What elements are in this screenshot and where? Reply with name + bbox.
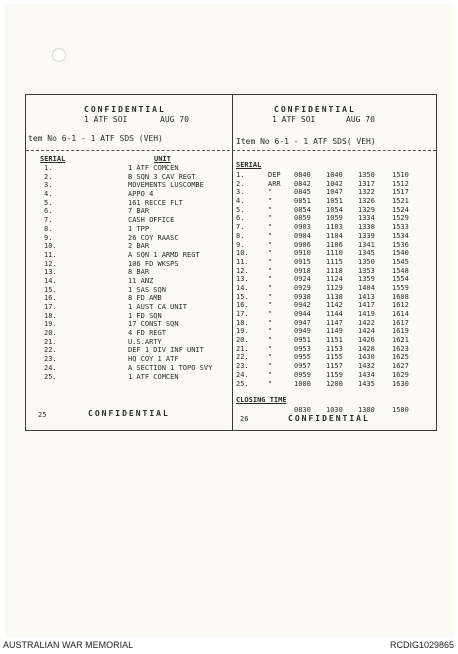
time-cell: 1059	[326, 214, 343, 223]
unit-cell: HQ COY 1 ATF	[128, 355, 179, 364]
time-cell: 1054	[326, 205, 343, 214]
mark-cell: "	[268, 240, 273, 249]
right-serial-column	[236, 171, 249, 388]
closing-time-label: CLOSING TIME	[236, 396, 287, 404]
serial-cell: 21.	[236, 344, 249, 353]
time-cell: 1524	[392, 205, 409, 214]
serial-cell: 24.	[236, 370, 249, 379]
serial-cell: 2.	[44, 172, 53, 181]
time-cell: 1106	[326, 240, 343, 249]
mark-cell: "	[268, 327, 273, 336]
left-item: tem No 6-1 - 1 ATF SDS (VEH)	[28, 134, 163, 143]
serial-cell: 22.	[44, 346, 57, 355]
unit-cell: CASH OFFICE	[128, 216, 175, 225]
serial-cell: 16.	[236, 301, 249, 310]
time-cell: 0903	[294, 223, 311, 232]
left-footer: CONFIDENTIAL	[88, 409, 170, 418]
right-date: AUG 70	[346, 115, 375, 124]
closing-time-3: 1300	[358, 406, 375, 414]
time-cell: 1339	[358, 231, 375, 240]
unit-cell: U.S.ARTY	[128, 337, 162, 346]
mark-cell: "	[268, 318, 273, 327]
right-mark-column	[268, 171, 281, 388]
serial-cell: 20.	[44, 329, 57, 338]
time-cell: 0959	[294, 370, 311, 379]
unit-cell: APPO 4	[128, 190, 154, 199]
unit-cell: 161 RECCE FLT	[128, 198, 183, 207]
right-serial-label: SERIAL	[236, 161, 262, 169]
time-cell: 1115	[326, 257, 343, 266]
time-cell: 0924	[294, 275, 311, 284]
time-cell: 1047	[326, 188, 343, 197]
mark-cell: "	[268, 362, 273, 371]
right-time-column-1	[294, 171, 311, 388]
time-cell: 1200	[326, 379, 343, 388]
time-cell: 0918	[294, 266, 311, 275]
mark-cell: "	[268, 249, 273, 258]
mark-cell: "	[268, 214, 273, 223]
left-soi: 1 ATF SOI	[84, 115, 128, 124]
mark-cell: "	[268, 188, 273, 197]
mark-cell: "	[268, 370, 273, 379]
serial-cell: 18.	[44, 311, 57, 320]
time-cell: 1149	[326, 327, 343, 336]
serial-cell: 13.	[44, 268, 57, 277]
time-cell: 1512	[392, 179, 409, 188]
time-cell: 1124	[326, 275, 343, 284]
time-cell: 1151	[326, 336, 343, 345]
unit-cell: DEF 1 DIV INF UNIT	[128, 346, 204, 355]
time-cell: 0953	[294, 344, 311, 353]
time-cell: 1533	[392, 223, 409, 232]
unit-cell: 11 ANZ	[128, 276, 154, 285]
mark-cell: "	[268, 336, 273, 345]
left-page-number: 25	[38, 411, 47, 419]
time-cell: 1629	[392, 370, 409, 379]
mark-cell: "	[268, 310, 273, 318]
serial-cell: 20.	[236, 336, 249, 345]
time-cell: 1559	[392, 283, 409, 292]
time-cell: 1510	[392, 171, 409, 179]
soi-sheet	[25, 94, 437, 431]
serial-cell: 2.	[236, 179, 245, 188]
mark-cell: "	[268, 353, 273, 362]
time-cell: 1521	[392, 197, 409, 206]
serial-cell: 24.	[44, 363, 57, 372]
time-cell: 1612	[392, 301, 409, 310]
time-cell: 0845	[294, 188, 311, 197]
left-unit-column	[128, 164, 212, 381]
time-cell: 1157	[326, 362, 343, 371]
serial-cell: 9.	[236, 240, 245, 249]
closing-time-2: 1030	[326, 406, 343, 414]
mark-cell: "	[268, 266, 273, 275]
time-cell: 1426	[358, 336, 375, 345]
serial-cell: 10.	[236, 249, 249, 258]
serial-cell: 14.	[236, 283, 249, 292]
time-cell: 1432	[358, 362, 375, 371]
time-cell: 1051	[326, 197, 343, 206]
unit-cell: 1 ATF COMCEN	[128, 372, 179, 381]
serial-cell: 10.	[44, 242, 57, 251]
time-cell: 1104	[326, 231, 343, 240]
time-cell: 1042	[326, 179, 343, 188]
mark-cell: "	[268, 292, 273, 301]
serial-cell: 7.	[236, 223, 245, 232]
serial-cell: 15.	[44, 285, 57, 294]
archive-credit: AUSTRALIAN WAR MEMORIAL	[3, 640, 134, 650]
unit-cell: 8 BAR	[128, 268, 150, 277]
unit-cell: B SQN 3 CAV REGT	[128, 172, 196, 181]
serial-cell: 17.	[236, 310, 249, 318]
unit-cell: MOVEMENTS LUSCOMBE	[128, 181, 204, 190]
right-time-column-4	[392, 171, 409, 388]
serial-cell: 23.	[44, 355, 57, 364]
center-divider	[232, 95, 233, 430]
time-cell: 1329	[358, 205, 375, 214]
unit-cell: 1 TPP	[128, 224, 150, 233]
serial-cell: 4.	[44, 190, 53, 199]
time-cell: 0938	[294, 292, 311, 301]
unit-cell: 7 BAR	[128, 207, 150, 216]
serial-cell: 8.	[236, 231, 245, 240]
time-cell: 1000	[294, 379, 311, 388]
serial-cell: 4.	[236, 197, 245, 206]
time-cell: 1334	[358, 214, 375, 223]
mark-cell: ARR	[268, 179, 281, 188]
time-cell: 0910	[294, 249, 311, 258]
time-cell: 0947	[294, 318, 311, 327]
serial-cell: 3.	[236, 188, 245, 197]
time-cell: 1404	[358, 283, 375, 292]
time-cell: 0944	[294, 310, 311, 318]
unit-cell: 4 FD REGT	[128, 329, 166, 338]
time-cell: 0859	[294, 214, 311, 223]
mark-cell: DEP	[268, 171, 281, 179]
time-cell: 1617	[392, 318, 409, 327]
right-item: Item No 6-1 - 1 ATF SDS( VEH)	[236, 137, 376, 146]
time-cell: 1359	[358, 275, 375, 284]
mark-cell: "	[268, 223, 273, 232]
serial-cell: 15.	[236, 292, 249, 301]
serial-cell: 18.	[236, 318, 249, 327]
time-cell: 0949	[294, 327, 311, 336]
time-cell: 1540	[392, 249, 409, 258]
time-cell: 1350	[358, 257, 375, 266]
time-cell: 1338	[358, 223, 375, 232]
time-cell: 1422	[358, 318, 375, 327]
closing-time-4: 1500	[392, 406, 409, 414]
time-cell: 1322	[358, 188, 375, 197]
time-cell: 0854	[294, 205, 311, 214]
time-cell: 1341	[358, 240, 375, 249]
mark-cell: "	[268, 301, 273, 310]
time-cell: 0904	[294, 231, 311, 240]
closing-time-1: 0830	[294, 406, 311, 414]
time-cell: 0842	[294, 179, 311, 188]
serial-cell: 13.	[236, 275, 249, 284]
mark-cell: "	[268, 275, 273, 284]
unit-cell: 17 CONST SQN	[128, 320, 179, 329]
archive-id: RCDIG1029865	[389, 640, 454, 650]
unit-cell: 1 SAS SQN	[128, 285, 166, 294]
unit-cell: A SECTION 1 TOPO SVY	[128, 363, 213, 372]
time-cell: 1627	[392, 362, 409, 371]
time-cell: 1138	[326, 292, 343, 301]
header-divider	[26, 150, 436, 151]
time-cell: 1548	[392, 266, 409, 275]
time-cell: 1040	[326, 171, 343, 179]
unit-cell: 8 FD AMB	[128, 294, 162, 303]
time-cell: 1623	[392, 344, 409, 353]
time-cell: 1413	[358, 292, 375, 301]
mark-cell: "	[268, 197, 273, 206]
right-footer: CONFIDENTIAL	[288, 414, 370, 423]
document-page	[5, 4, 453, 638]
time-cell: 0851	[294, 197, 311, 206]
time-cell: 1424	[358, 327, 375, 336]
time-cell: 1350	[358, 171, 375, 179]
time-cell: 1536	[392, 240, 409, 249]
time-cell: 0929	[294, 283, 311, 292]
time-cell: 0915	[294, 257, 311, 266]
left-serial-column	[44, 164, 57, 381]
time-cell: 1155	[326, 353, 343, 362]
time-cell: 0951	[294, 336, 311, 345]
time-cell: 1434	[358, 370, 375, 379]
time-cell: 1118	[326, 266, 343, 275]
serial-cell: 16.	[44, 294, 57, 303]
time-cell: 1430	[358, 353, 375, 362]
unit-cell: 106 FD WKSPS	[128, 259, 179, 268]
time-cell: 0906	[294, 240, 311, 249]
unit-cell: A SQN 1 ARMD REGT	[128, 250, 200, 259]
time-cell: 1621	[392, 336, 409, 345]
time-cell: 1142	[326, 301, 343, 310]
serial-cell: 17.	[44, 303, 57, 311]
left-serial-label: SERIAL	[40, 155, 66, 163]
serial-cell: 12.	[44, 259, 57, 268]
serial-cell: 7.	[44, 216, 53, 225]
time-cell: 1419	[358, 310, 375, 318]
serial-cell: 23.	[236, 362, 249, 371]
time-cell: 1554	[392, 275, 409, 284]
serial-cell: 11.	[236, 257, 249, 266]
mark-cell: "	[268, 205, 273, 214]
time-cell: 0955	[294, 353, 311, 362]
time-cell: 1428	[358, 344, 375, 353]
serial-cell: 5.	[44, 198, 53, 207]
time-cell: 0942	[294, 301, 311, 310]
right-header: CONFIDENTIAL	[274, 105, 356, 114]
serial-cell: 11.	[44, 250, 57, 259]
serial-cell: 9.	[44, 233, 53, 242]
time-cell: 1317	[358, 179, 375, 188]
unit-cell: 1 FD SQN	[128, 311, 162, 320]
time-cell: 1529	[392, 214, 409, 223]
serial-cell: 3.	[44, 181, 53, 190]
serial-cell: 22.	[236, 353, 249, 362]
time-cell: 1110	[326, 249, 343, 258]
time-cell: 0840	[294, 171, 311, 179]
time-cell: 1614	[392, 310, 409, 318]
serial-cell: 21.	[44, 337, 57, 346]
time-cell: 1353	[358, 266, 375, 275]
right-time-column-2	[326, 171, 343, 388]
unit-cell: 1 ATF COMCEN	[128, 164, 179, 172]
mark-cell: "	[268, 231, 273, 240]
time-cell: 1153	[326, 344, 343, 353]
time-cell: 1129	[326, 283, 343, 292]
serial-cell: 12.	[236, 266, 249, 275]
punch-hole	[52, 48, 66, 62]
time-cell: 1619	[392, 327, 409, 336]
time-cell: 1435	[358, 379, 375, 388]
right-page-number: 26	[240, 415, 249, 423]
serial-cell: 8.	[44, 224, 53, 233]
serial-cell: 6.	[44, 207, 53, 216]
time-cell: 0957	[294, 362, 311, 371]
time-cell: 1630	[392, 379, 409, 388]
left-header: CONFIDENTIAL	[84, 105, 166, 114]
time-cell: 1545	[392, 257, 409, 266]
time-cell: 1417	[358, 301, 375, 310]
time-cell: 1326	[358, 197, 375, 206]
time-cell: 1144	[326, 310, 343, 318]
mark-cell: "	[268, 257, 273, 266]
left-date: AUG 70	[160, 115, 189, 124]
unit-cell: 1 AUST CA UNIT	[128, 303, 188, 311]
right-time-column-3	[358, 171, 375, 388]
time-cell: 1345	[358, 249, 375, 258]
time-cell: 1103	[326, 223, 343, 232]
left-unit-label: UNIT	[154, 155, 171, 163]
time-cell: 1625	[392, 353, 409, 362]
right-soi: 1 ATF SOI	[272, 115, 316, 124]
time-cell: 1159	[326, 370, 343, 379]
serial-cell: 6.	[236, 214, 245, 223]
mark-cell: "	[268, 379, 273, 388]
time-cell: 1534	[392, 231, 409, 240]
serial-cell: 14.	[44, 276, 57, 285]
mark-cell: "	[268, 344, 273, 353]
serial-cell: 1.	[236, 171, 245, 179]
unit-cell: 2 BAR	[128, 242, 150, 251]
serial-cell: 19.	[236, 327, 249, 336]
serial-cell: 1.	[44, 164, 53, 172]
serial-cell: 25.	[236, 379, 249, 388]
time-cell: 1608	[392, 292, 409, 301]
time-cell: 1517	[392, 188, 409, 197]
unit-cell: 26 COY RAASC	[128, 233, 179, 242]
serial-cell: 19.	[44, 320, 57, 329]
serial-cell: 25.	[44, 372, 57, 381]
time-cell: 1147	[326, 318, 343, 327]
serial-cell: 5.	[236, 205, 245, 214]
mark-cell: "	[268, 283, 273, 292]
